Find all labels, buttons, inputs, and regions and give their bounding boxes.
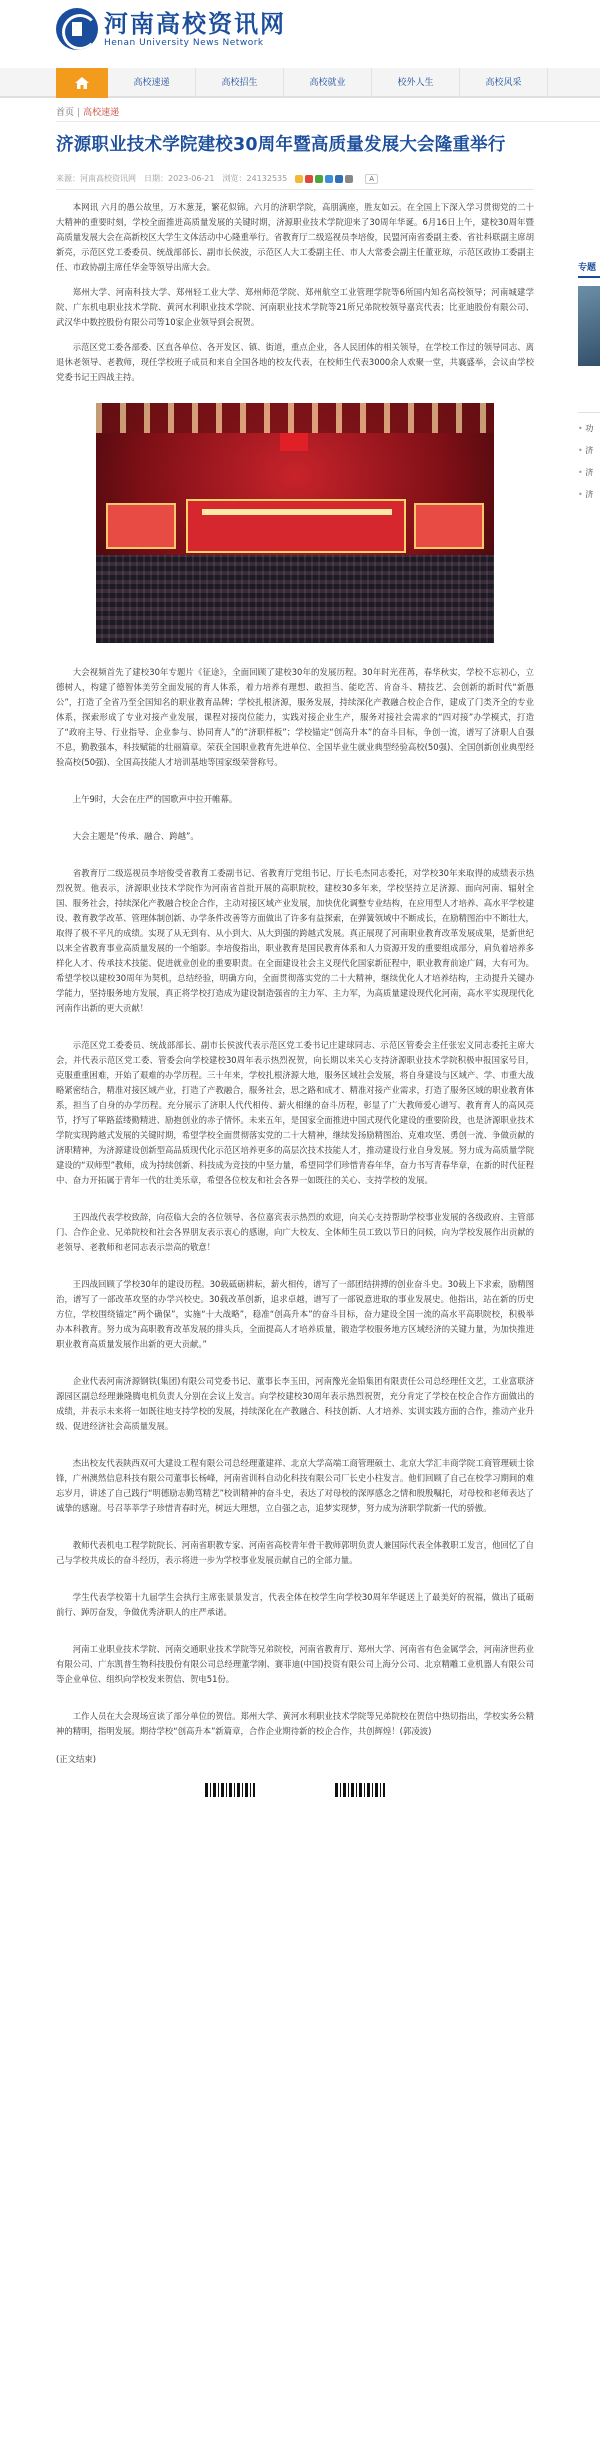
breadcrumb-home-link[interactable]: 首页 (56, 108, 75, 118)
qr-code-icon (205, 1783, 255, 1797)
share-more-icon[interactable] (345, 175, 353, 183)
article-paragraph: 杰出校友代表陕西双可大建设工程有限公司总经理董建祥、北京大学高端工商管理硕士、北京大学汇丰商学院工商管理硕士徐锋，广州澳然信息科技有限公司董事长杨峰，河南省训科自动化科技有限公司厂长史小柱发言。他们回顾了自己在校学习期间的难忘岁月，讲述了自己践行“明德励志勤笃精艺”校训精神的奋斗史，表达了对母校的深厚感念之情和殷殷嘱托，对母校和老师表达了诚挚的感谢。号召莘莘学子珍惜青春时光，树远大理想，立自强之志，追梦实现梦，努力成为济职学院新一代的骄傲。 (56, 1458, 534, 1513)
qr-codes (56, 1783, 534, 1797)
article-date: 日期：2023-06-21 (144, 174, 215, 183)
sidebar-link[interactable]: • 济 (578, 467, 600, 479)
share-qzone-icon[interactable] (295, 175, 303, 183)
article-paragraph: 大会主题是“传承、融合、跨越”。 (72, 831, 199, 841)
conference-photo (96, 403, 494, 643)
sidebar (578, 258, 600, 501)
article-paragraph: 省教育厅二级巡视员李培俊受省教育工委副书记、省教育厅党组书记、厅长毛杰同志委托，对学校30年来取得的成绩表示热烈祝贺。他表示，济源职业技术学院作为河南省首批开展的高职院校，建校30多年来，学校坚持立足济源、面向河南、辐射全国、服务社会，持续深化产教融合校企合作，主动对接区域产业发展，加快优化调整专业结构，在应用型人才培养、高水平学校建设、教育教学改革、管理体制创新、办学条件改善等方面做出了许多有益探索，在弹簧领域中不断成长，在励精图治中不断壮大，取得了极不平凡的成绩。实现了从无到有、从小到大、从大到强的跨越式发展。真正展现了河南职业教育改革发展成果，是新世纪以来全省教育事业高质量发展的一个缩影。李培俊指出，职业教育是国民教育体系和人力资源开发的重要组成部分，肩负着培养多样化人才、传承技术技能、促进就业创业的重要职责。在全面建设社会主义现代化国家新征程中，职业教育前途广阔，大有可为。希望学校以建校30周年为契机，总结经验，明确方向，全面贯彻落实党的二十大精神，继续优化人才培养结构，主动提升关键办学能力，坚持服务地方发展，真正将学校打造成为建设制造强省的主力军、主力军，为高质量建设现代化河南，高水平实现现代化河南作出新的更大贡献！ (56, 868, 534, 1013)
site-logo[interactable] (56, 8, 286, 50)
sidebar-image[interactable] (578, 286, 600, 366)
article-body (56, 200, 534, 1797)
logo-subtitle: Henan University News Network (104, 38, 264, 48)
nav-item-employment[interactable]: 高校就业 (284, 68, 372, 98)
site-header (0, 0, 600, 68)
nav-item-life[interactable]: 校外人生 (372, 68, 460, 98)
sidebar-link[interactable]: • 济 (578, 445, 600, 457)
article-meta (56, 172, 534, 190)
article-paragraph: 大会视频首先了建校30年专题片《征途》，全面回顾了建校30年的发展历程。30年时光荏苒，春华秋实，学校不忘初心，立德树人，构建了德智体美劳全面发展的育人体系，着力培养有理想、敢担当、能吃苦、肯奋斗、精技艺、会创新的新时代“新愚公”，打造了全省乃至全国知名的职业教育品牌；学校扎根济源，服务发展，持续深化产教融合校企合作，建成了门类齐全的专业体系，探索形成了专业对接产业发展，课程对接岗位能力，实践对接企业生产，服务对接社会需求的“四对接”办学模式，打造了“政府主导、行业指导、企业参与、协同育人”的“济职样板”；学校锚定“创高升本”的奋斗目标，争创一流，谱写了济职人自强不息，勤教强本，科技赋能的壮丽篇章。荣获全国职业教育先进单位、全国毕业生就业典型经验高校(50强)、全国创新创业典型经验高校(50强)、全国高技能人才培训基地等国家级荣誉称号。 (56, 667, 534, 767)
nav-item-style[interactable]: 高校风采 (460, 68, 548, 98)
article-paragraph: 示范区党工委委员、统战部部长、副市长侯波代表示范区党工委书记庄建球同志、示范区管委会主任张宏义同志委托主席大会，并代表示范区党工委、管委会向学校建校30周年表示热烈祝贺，向长期以来关心支持济源职业技术学院积极申报国家号目，克服重重困难，开始了艰难的办学历程。三十年来，学校扎根济源大地，服务区域社会发展，将自身建设与区域产、学、市重大战略紧密结合，精准对接区域产业，打造了产教融合，服务社会，思之路和成才、精准对接产业需求，打造了服务区域的职业教育体系，担当了自身的办学历程。充分展示了济职人代代相传、薪火相继的奋斗历程，彰显了广大教师爱心谱写、教育育人的高风亮节，抒写了筚路蓝缕勤精进、励抱创业的赤子情怀。未来五年，是国家全面推进中国式现代化建设的重要阶段，也是济源职业技术学院实现跨越式发展的关键时期，希望学校全面贯彻落实党的二十大精神，继续发扬励精图治、克难攻坚、勇创一流、争做贡献的济职精神，为济源建设创新型高品质现代化示范区培养更多的高层次技术技能人才，推动建设行业自身发展。努力成为高质量学院建设的“双师型”教师，成为持续创新、科技成为竞技的中坚力量，希望同学们珍惜青春年华，奋力书写青春华章，在新的时代征程中、奋力开拓属于青年一代的壮美乐章，希望各位校友和社会各界一如既往的关心、支持学校的发展。 (56, 1040, 534, 1185)
sidebar-link[interactable]: • 济 (578, 489, 600, 501)
breadcrumb: 首页 | 高校速递 (56, 104, 600, 122)
share-weibo-icon[interactable] (305, 175, 313, 183)
sidebar-link[interactable]: • 功 (578, 423, 600, 435)
breadcrumb-section-link[interactable]: 高校速递 (83, 108, 120, 118)
article-paragraph: 学生代表学校第十九届学生会执行主席张景景发言，代表全体在校学生向学校30周年华诞送上了最美好的祝福，做出了砥砺前行、踔厉奋发，争做优秀济职人的庄严承诺。 (56, 1592, 534, 1617)
main-nav (0, 68, 600, 98)
audience (96, 555, 494, 643)
nav-item-admissions[interactable]: 高校招生 (196, 68, 284, 98)
stage-banner (186, 499, 406, 553)
article-paragraph: 本网讯 六月的愚公故里，万木葱茏，繁花似锦。六月的济职学院，高朋满座，胜友如云。在全国上下深入学习贯彻党的二十大精神的重要时刻，学校全面推进高质量发展的关键时期，济源职业技术学院迎来了30周年华诞。6月16日上午，建校30周年暨高质量发展大会在高新校区大学生文体活动中心隆重举行。省教育厅二级巡视员李培俊，民盟河南省委副主委、省社科联副主席胡新亮，示范区党工委委员、统战部部长、副市长侯波，示范区人大工委副主任、市人大常委会副主任董亚琼，示范区政协工委副主任、市政协副主席任华金等领导出席大会。 (56, 202, 534, 272)
share-renren-icon[interactable] (335, 175, 343, 183)
logo-emblem-icon (56, 8, 98, 50)
article-paragraph: 教师代表机电工程学院院长、河南省职教专家、河南省高校青年骨干教师郭明负责人兼国际代表全体教职工发言，他回忆了自己与学校共成长的奋斗经历，表示将进一步为学校事业发展贡献自己的全部力量。 (56, 1540, 534, 1565)
article-paragraph: 示范区党工委各部委、区直各单位、各开发区、镇、街道，重点企业，各人民团体的相关领导，在学校工作过的领导同志、离退休老领导、老教师，现任学校班子成员和来自全国各地的校友代表，在校师生代表3000余人欢聚一堂，共襄盛举，会议由学校党委书记王四战主持。 (56, 342, 534, 382)
nav-item-news[interactable]: 高校速递 (108, 68, 196, 98)
home-icon (74, 76, 90, 90)
article-paragraph: 工作人员在大会现场宣读了部分单位的贺信。郑州大学、黄河水利职业技术学院等兄弟院校在贺信中热切指出，学校实务公精神的精明，指明发展。期待学校“创高升本”新篇章，合作企业期待新的校企合作，共创辉煌！(郭凌波) (56, 1711, 534, 1736)
article-paragraph: 王四战代表学校致辞，向莅临大会的各位领导、各位嘉宾表示热烈的欢迎，向关心支持帮助学校事业发展的各级政府、主管部门、合作企业、兄弟院校和社会各界朋友表示衷心的感谢，向广大校友、全体师生员工致以节日的问候，向为学校发展作出贡献的老领导、老教师和老同志表示崇高的敬意！ (56, 1212, 534, 1252)
article-views: 浏览：24132535 (222, 174, 288, 183)
article-paragraph: 企业代表河南济源钢铁(集团)有限公司党委书记、董事长李玉田，河南豫光金铅集团有限责任公司总经理任文艺，工业富联济源园区副总经理兼隆腾电机负责人分别在会议上发言。向学校建校30周年表示热烈祝贺，充分肯定了学校在校企合作方面做出的成绩，并表示未来将一如既往地支持学校的发展，持续深化在产教融合、科技创新、人才培养、实训实践方面的合作，推动产业升级、促进经济社会高质量发展。 (56, 1376, 534, 1431)
article-paragraph: 河南工业职业技术学院、河南交通职业技术学院等兄弟院校，河南省教育厅、郑州大学、河南省有色金属学会，河南济世药业有限公司、广东凯普生物科技股份有限公司总经理董学刚、赛菲迪(中国)投资有限公司上海分公司、北京精雕工业机器人有限公司等企业单位、组织向学校发来贺信、贺电51份。 (56, 1644, 534, 1684)
article-title: 济源职业技术学院建校30周年暨高质量发展大会隆重举行 (56, 135, 506, 155)
article-paragraph: 王四战回顾了学校30年的建设历程。30载砥砺耕耘，薪火相传，谱写了一部团结拼搏的创业奋斗史。30载上下求索，励精图治，谱写了一部改革攻坚的办学兴校史。30载改革创新，追求卓越，谱写了一部锐意进取的事业发展史。他指出，站在新的历史方位，学校围绕锚定“两个确保”，实施“十大战略”，稳准“创高升本”的奋斗目标，奋力建设全国一流的高水平高职院校，积极举办本科教育。努力成为高职教育改革发展的排头兵，全面提高人才培养质量，锻造学校服务地方区域经济的关键力量，为加快推进职业教育高质量发展作出新的更大贡献。” (56, 1279, 534, 1349)
nav-home-button[interactable] (56, 68, 108, 98)
article-end-mark: (正文结束) (56, 1754, 97, 1764)
article-paragraph: 上午9时，大会在庄严的国歌声中拉开帷幕。 (72, 794, 238, 804)
share-buttons (295, 175, 353, 183)
flag-icon (280, 433, 308, 451)
article (56, 132, 534, 1797)
share-wechat-icon[interactable] (315, 175, 323, 183)
logo-title: 河南高校资讯网 (104, 9, 286, 38)
article-source: 来源：河南高校资讯网 (56, 174, 136, 183)
font-size-button[interactable]: A (365, 174, 378, 184)
share-tqq-icon[interactable] (325, 175, 333, 183)
sidebar-title: 专题 (578, 258, 600, 278)
qr-code-icon (335, 1783, 385, 1797)
article-paragraph: 郑州大学、河南科技大学、郑州轻工业大学、郑州师范学院、郑州航空工业管理学院等6所国内知名高校领导；河南城建学院、广东机电职业技术学院、黄河水利职业技术学院、河南职业技术学院等21所兄弟院校领导嘉宾代表；比亚迪股份有限公司、武汉华中数控股份有限公司等10家企业领导到会祝贺。 (56, 287, 534, 327)
